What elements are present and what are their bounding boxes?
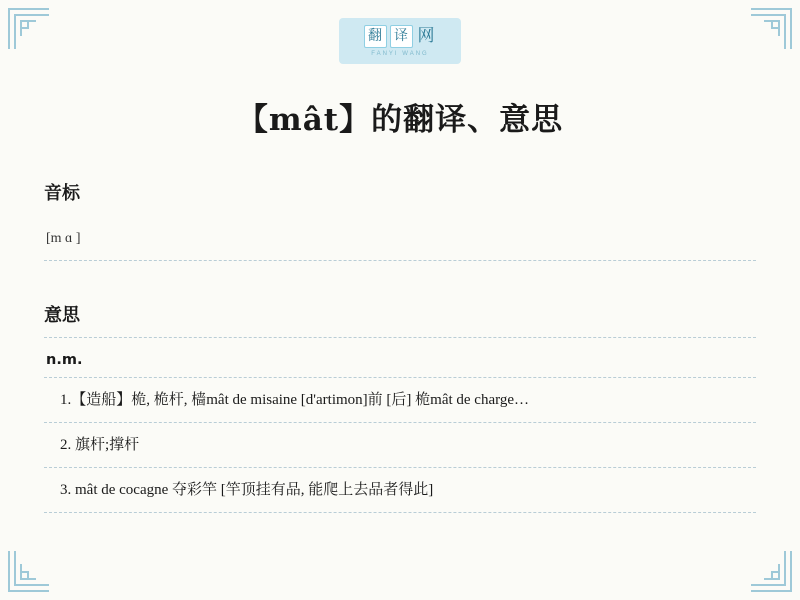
sense-item-1: 1.【造船】桅, 桅杆, 樯mât de misaine [d'artimon]前 [后] 桅mât de charge… bbox=[44, 378, 756, 423]
title-word: mât bbox=[268, 102, 340, 138]
logo-subtitle: FANYI WANG bbox=[371, 51, 429, 57]
corner-ornament-bottom-left bbox=[6, 548, 52, 594]
part-of-speech: n.m. bbox=[44, 338, 756, 378]
title-bracket-open: 【 bbox=[236, 102, 269, 138]
section-heading-phonetic: 音标 bbox=[44, 183, 80, 204]
phonetic-value: [m ɑ ] bbox=[44, 217, 756, 261]
page-content bbox=[0, 76, 800, 513]
logo-char-2: 译 bbox=[390, 25, 413, 48]
section-heading-meaning: 意思 bbox=[44, 304, 80, 326]
title-suffix: 的翻译、意思 bbox=[371, 102, 564, 138]
logo-badge[interactable] bbox=[339, 18, 461, 64]
site-logo[interactable] bbox=[0, 18, 800, 64]
sense-item-3: 3. mât de cocagne 夺彩竿 [竿顶挂有品, 能爬上去品者得此] bbox=[44, 468, 756, 513]
page-title bbox=[44, 94, 756, 139]
logo-char-3: 网 bbox=[417, 26, 435, 46]
logo-characters bbox=[364, 25, 437, 48]
sense-item-2: 2. 旗杆;撑杆 bbox=[44, 423, 756, 468]
title-bracket-close: 】 bbox=[339, 102, 372, 138]
logo-char-1: 翻 bbox=[364, 25, 387, 48]
corner-ornament-bottom-right bbox=[748, 548, 794, 594]
